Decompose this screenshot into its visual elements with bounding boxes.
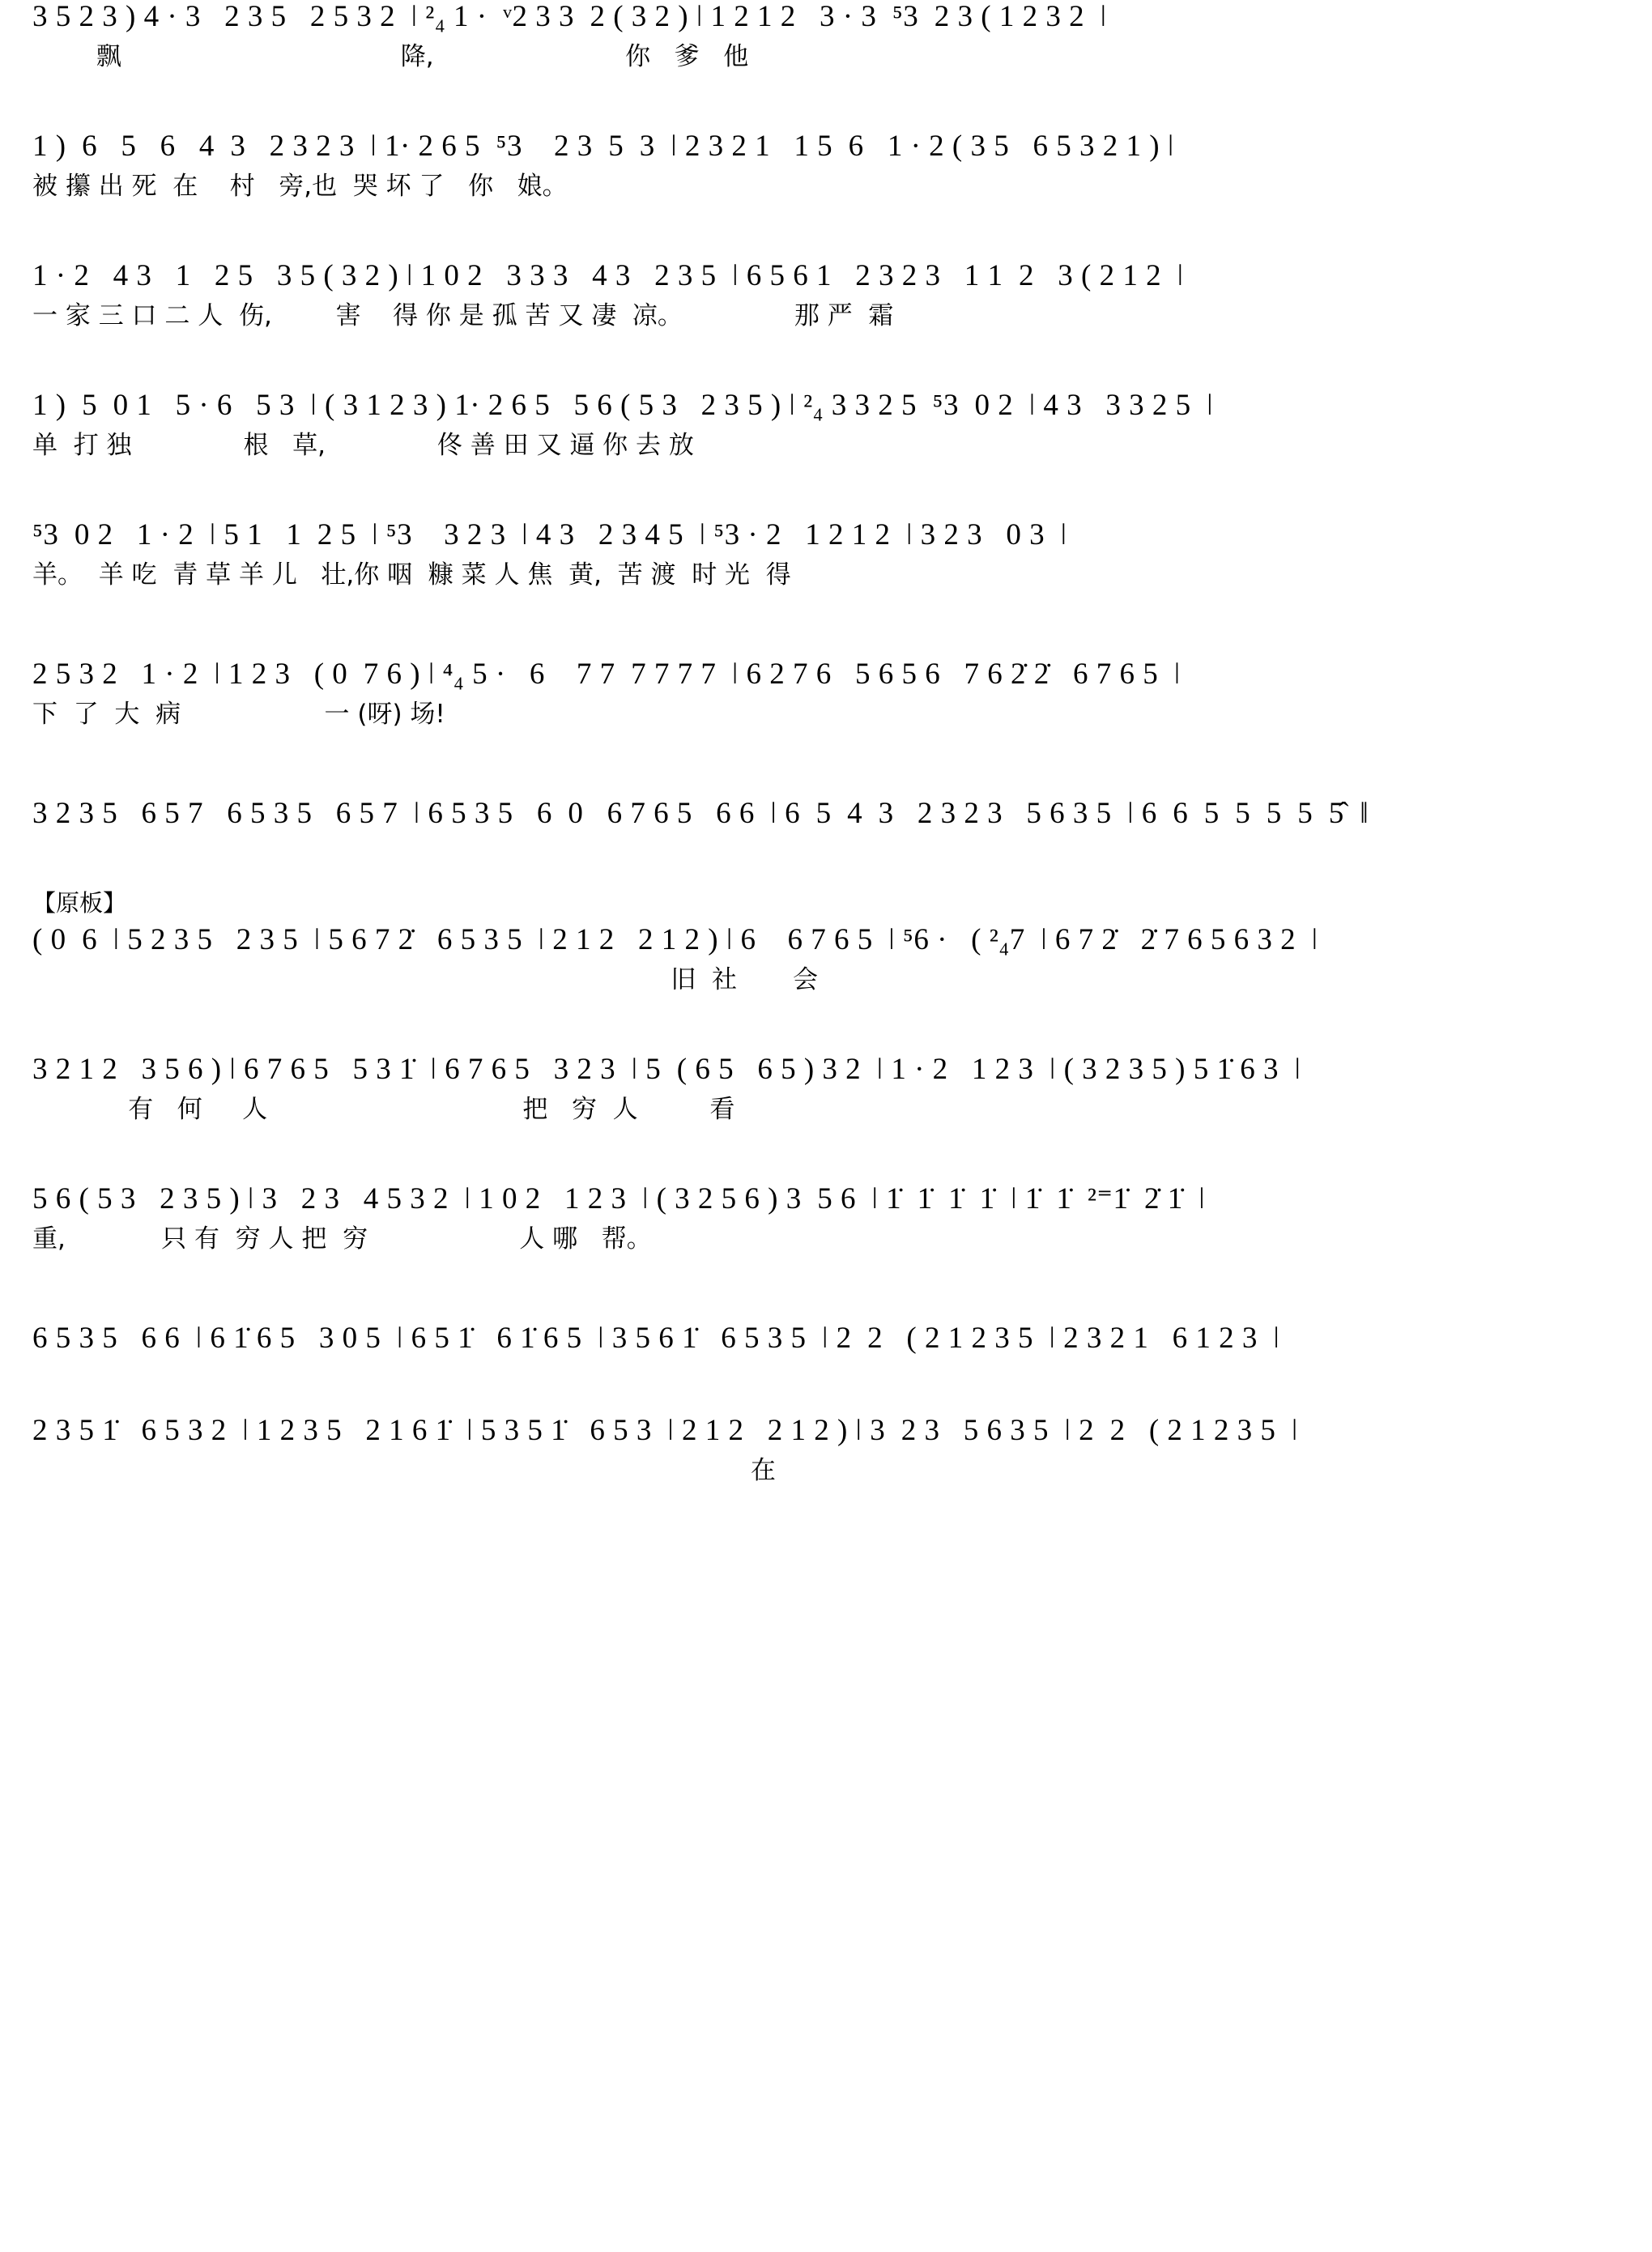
music-system-9 — [0, 1053, 1652, 1132]
notation-line: 2 3 5 1̇ 6 5 3 2 ǀ 1 2 3 5 2 1 6 1̇ ǀ 5 3 5 1̇ 6 5 3 ǀ 2 1 2 2 1 2 ) ǀ 3 2 3 5 6 3 5 ǀ 2 2 ( 2 1 2 3 5 ǀ — [32, 1414, 1298, 1447]
lyrics-line: 旧 社 会 — [32, 965, 819, 994]
lyrics-line: 有 何 人 把 穷 人 看 — [32, 1095, 735, 1124]
lyrics-line: 被 攥 出 死 在 村 旁,也 哭 坏 了 你 娘。 — [32, 172, 568, 201]
music-system-6 — [0, 658, 1652, 737]
music-system-4 — [0, 389, 1652, 468]
notation-line: ⁵3 0 2 1 · 2 ǀ 5 1 1 2 5 ǀ ⁵3 3 2 3 ǀ 4 3 2 3 4 5 ǀ ⁵3 · 2 1 2 1 2 ǀ 3 2 3 0 3 ǀ — [32, 518, 1067, 551]
lyrics-line: 重, 只 有 穷 人 把 穷 人 哪 帮。 — [32, 1224, 652, 1254]
music-system-7 — [0, 797, 1652, 839]
music-system-1 — [0, 0, 1652, 79]
music-system-2 — [0, 130, 1652, 209]
notation-line: 1 ) 6 5 6 4 3 2 3 2 3 ǀ 1· 2 6 5 ⁵3 2 3 5 3 ǀ 2 3 2 1 1 5 6 1 · 2 ( 3 5 6 5 3 2 1 ) ǀ — [32, 130, 1174, 163]
lyrics-line: 羊。 羊 吃 青 草 羊 儿 壮,你 咽 糠 菜 人 焦 黄, 苦 渡 时 光 得 — [32, 560, 791, 590]
music-system-5 — [0, 518, 1652, 598]
lyrics-line: 在 — [32, 1456, 776, 1485]
notation-line: ( 0 6 ǀ 5 2 3 5 2 3 5 ǀ 5 6 7 2̇ 6 5 3 5 ǀ 2 1 2 2 1 2 ) ǀ 6 6 7 6 5 ǀ ⁵6 · ( ²₄7 ǀ 6 7 2̇ 2̇ 7 6 5 6 3 2 ǀ — [32, 923, 1318, 956]
music-system-10 — [0, 1182, 1652, 1262]
lyrics-line: 单 打 独 根 草, 佟 善 田 又 逼 你 去 放 — [32, 431, 694, 460]
notation-line: 6 5 3 5 6 6 ǀ 6 1̇ 6 5 3 0 5 ǀ 6 5 1̇ 6 1̇ 6 5 ǀ 3 5 6 1̇ 6 5 3 5 ǀ 2 2 ( 2 1 2 3 5 ǀ 2 3 2 1 6 1 2 3 ǀ — [32, 1322, 1280, 1355]
music-system-3 — [0, 259, 1652, 338]
notation-line: 3 2 1 2 3 5 6 ) ǀ 6 7 6 5 5 3 1̇ ǀ 6 7 6 5 3 2 3 ǀ 5 ( 6 5 6 5 ) 3 2 ǀ 1 · 2 1 2 3 ǀ ( 3 2 3 5 ) 5 1̇ 6 3 ǀ — [32, 1053, 1301, 1086]
lyrics-line: 一 家 三 口 二 人 伤, 害 得 你 是 孤 苦 又 凄 凉。 那 严 霜 — [32, 301, 894, 330]
notation-line: 5 6 ( 5 3 2 3 5 ) ǀ 3 2 3 4 5 3 2 ǀ 1 0 2 1 2 3 ǀ ( 3 2 5 6 ) 3 5 6 ǀ 1̇ 1̇ 1̇ 1̇ ǀ 1̇ 1̇ ²⁼1̇ 2̇ 1̇ ǀ — [32, 1182, 1206, 1215]
lyrics-line: 飘 降, 你 爹 他 — [32, 42, 749, 71]
notation-line: 3 5 2 3 ) 4 · 3 2 3 5 2 5 3 2 ǀ ²₄ 1 · ᵛ2 3 3 2 ( 3 2 ) ǀ 1 2 1 2 3 · 3 ⁵3 2 3 ( 1 2 3 2 ǀ — [32, 0, 1107, 33]
notation-line: 2 5 3 2 1 · 2 ǀ 1 2 3 ( 0 7 6 ) ǀ ⁴₄ 5 · 6 7 7 7 7 7 7 ǀ 6 2 7 6 5 6 5 6 7 6 2̇ 2̇ 6 7 6 5 ǀ — [32, 658, 1181, 691]
section-marker-yuanban: 【原板】 — [32, 889, 127, 917]
lyrics-line: 下 了 大 病 一 (呀) 场! — [32, 700, 445, 729]
notation-line: 3 2 3 5 6 5 7 6 5 3 5 6 5 7 ǀ 6 5 3 5 6 0 6 7 6 5 6 6 ǀ 6 5 4 3 2 3 2 3 5 6 3 5 ǀ 6 6 5 5 5 5 5̂ ǁ — [32, 797, 1369, 830]
music-system-11 — [0, 1322, 1652, 1364]
music-system-8 — [0, 889, 1652, 1003]
notation-line: 1 · 2 4 3 1 2 5 3 5 ( 3 2 ) ǀ 1 0 2 3 3 3 4 3 2 3 5 ǀ 6 5 6 1 2 3 2 3 1 1 2 3 ( 2 1 2 ǀ — [32, 259, 1184, 292]
notation-line: 1 ) 5 0 1 5 · 6 5 3 ǀ ( 3 1 2 3 ) 1· 2 6 5 5 6 ( 5 3 2 3 5 ) ǀ ²₄ 3 3 2 5 ⁵3 0 2 ǀ 4 3 3 3 2 5 ǀ — [32, 389, 1214, 422]
music-system-12 — [0, 1414, 1652, 1493]
